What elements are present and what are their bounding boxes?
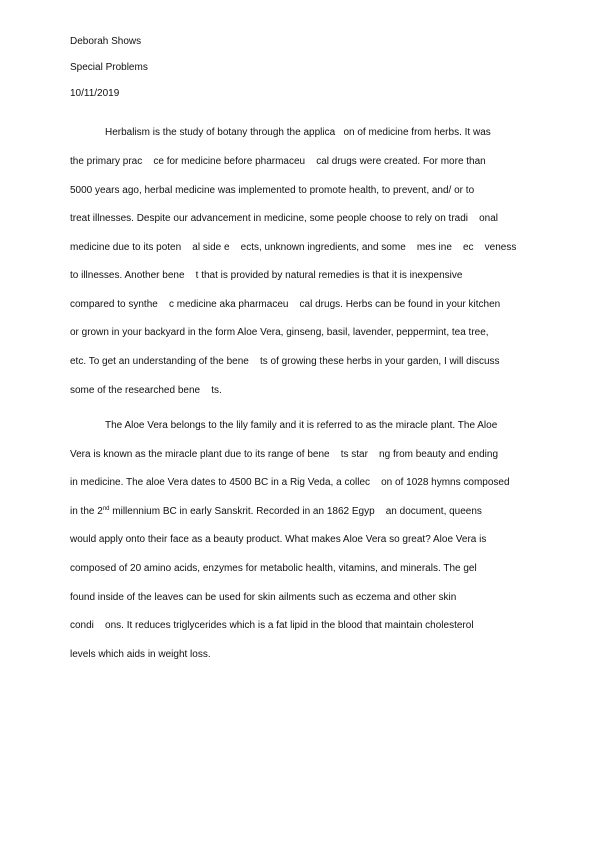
paragraph-line: Herbalism is the study of botany through the applica on of medicine from herbs. It was (105, 127, 491, 138)
paragraph-line: The Aloe Vera belongs to the lily family and it is referred to as the miracle plant. The Aloe (105, 420, 498, 431)
paragraph-line: or grown in your backyard in the form Aloe Vera, ginseng, basil, lavender, peppermint, tea tree, (70, 327, 489, 338)
paragraph-line: condi ons. It reduces triglycerides which is a fat lipid in the blood that maintain cholesterol (70, 620, 474, 631)
paragraph-line: would apply onto their face as a beauty product. What makes Aloe Vera so great? Aloe Vera is (70, 534, 487, 545)
paragraph-line: composed of 20 amino acids, enzymes for metabolic health, vitamins, and minerals. The gel (70, 563, 477, 574)
paragraph-line: compared to synthe c medicine aka pharmaceu cal drugs. Herbs can be found in your kitchen (70, 299, 501, 310)
document-date: 10/11/2019 (70, 88, 120, 99)
paragraph-line: etc. To get an understanding of the bene ts of growing these herbs in your garden, I will discuss (70, 356, 500, 367)
ordinal-superscript: nd (102, 506, 110, 512)
author-name: Deborah Shows (70, 36, 142, 47)
paragraph-line: to illnesses. Another bene t that is provided by natural remedies is that it is inexpensive (70, 270, 463, 281)
paragraph-line: medicine due to its poten al side e ects, unknown ingredients, and some mes ine ec veness (70, 242, 517, 253)
paragraph-line: the primary prac ce for medicine before pharmaceu cal drugs were created. For more than (70, 156, 486, 167)
paragraph-line: treat illnesses. Despite our advancement in medicine, some people choose to rely on tradi onal (70, 213, 499, 224)
paragraph-line: in medicine. The aloe Vera dates to 4500 BC in a Rig Veda, a collec on of 1028 hymns composed (70, 477, 510, 488)
paragraph-line: 5000 years ago, herbal medicine was implemented to promote health, to prevent, and/ or to (70, 185, 475, 196)
paragraph-line: some of the researched bene ts. (70, 385, 222, 396)
paragraph-line-with-superscript (70, 506, 482, 518)
paragraph-line: Vera is known as the miracle plant due to its range of bene ts star ng from beauty and ending (70, 449, 499, 460)
line-text-before: in the 2 (70, 506, 103, 517)
course-title: Special Problems (70, 62, 148, 73)
paragraph-line: levels which aids in weight loss. (70, 649, 211, 660)
paragraph-line: found inside of the leaves can be used for skin ailments such as eczema and other skin (70, 592, 457, 603)
line-text-after: millennium BC in early Sanskrit. Recorded in an 1862 Egyp an document, queens (109, 506, 482, 517)
